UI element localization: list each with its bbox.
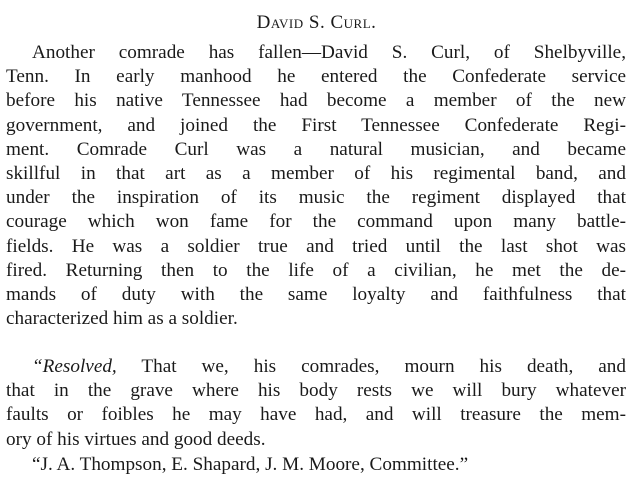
text-line: Another comrade has fallen—David S. Curl, of Shelbyville, [32,42,626,63]
obituary-title: David S. Curl. [256,12,377,33]
text-line [6,355,626,379]
obituary-paragraph [6,41,626,331]
text-line: fields. He was a soldier true and tried until the last shot was [6,235,626,257]
text-line: courage which won fame for the command upon many battle- [6,211,626,233]
text-line: fired. Returning then to the life of a civilian, he met the de- [6,259,626,281]
committee-signature: “J. A. Thompson, E. Shapard, J. M. Moore, Committee.” [32,454,469,475]
text-line: ory of his virtues and good deeds. [6,428,266,450]
text-line: faults or foibles he may have had, and will treasure the mem- [6,404,626,426]
signature-paragraph [6,453,626,477]
resolution-paragraph [6,355,626,452]
text-line: before his native Tennessee had become a member of the new [6,90,626,112]
text-line: characterized him as a soldier. [6,308,238,330]
resolved-word: “Resolved, [32,356,117,377]
text-line: under the inspiration of its music the regiment displayed that [6,187,626,209]
resolution-first-line: That we, his comrades, mourn his death, and [116,356,626,377]
text-line: that in the grave where his body rests we will bury whatever [6,380,626,402]
text-line: skillful in that art as a member of his regimental band, and [6,163,626,185]
text-line: Tenn. In early manhood he entered the Confederate service [6,66,626,88]
text-line: mands of duty with the same loyalty and faithfulness that [6,284,626,306]
text-line: government, and joined the First Tennessee Confederate Regi- [6,114,626,136]
text-line: ment. Comrade Curl was a natural musician, and became [6,138,626,160]
